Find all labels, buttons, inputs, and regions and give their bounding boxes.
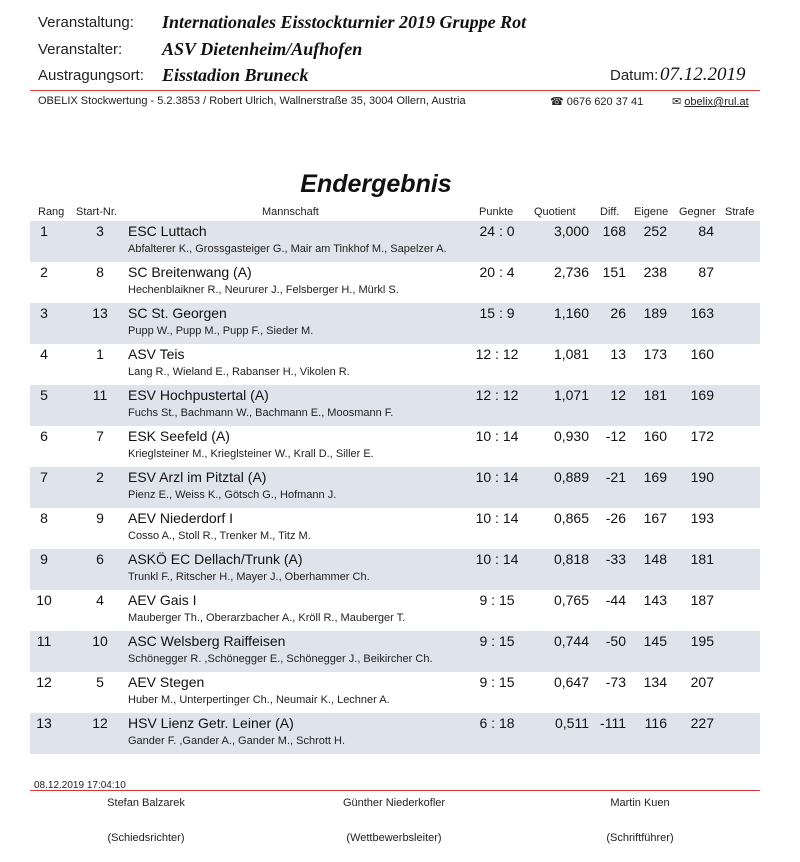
team-players: Pienz E., Weiss K., Götsch G., Hofmann J.: [128, 489, 337, 501]
own-score-cell: 181: [643, 387, 667, 403]
start-nr-cell: 2: [96, 469, 104, 485]
col-eigene: Eigene: [634, 206, 669, 218]
quotient-cell: 0,511: [555, 715, 589, 731]
team-players: Krieglsteiner M., Krieglsteiner W., Krall D., Siller E.: [128, 448, 374, 460]
diff-cell: 13: [610, 346, 626, 362]
col-strafe: Strafe: [725, 206, 755, 218]
team-name: ASV Teis: [128, 346, 185, 362]
team-name: AEV Niederdorf I: [128, 510, 234, 526]
own-score-cell: 143: [643, 592, 667, 608]
signature-name-2: Günther Niederkofler: [342, 797, 446, 809]
organizer-row: [0, 39, 800, 63]
rank-cell: 3: [40, 305, 48, 321]
opponent-score-cell: 190: [690, 469, 714, 485]
phone-icon: ☎: [550, 96, 564, 108]
points-cell: 10 : 14: [475, 510, 519, 526]
team-players: Pupp W., Pupp M., Pupp F., Sieder M.: [128, 325, 314, 337]
diff-cell: 12: [610, 387, 626, 403]
own-score-cell: 167: [643, 510, 667, 526]
quotient-cell: 1,071: [553, 387, 589, 403]
diff-cell: -44: [605, 592, 626, 608]
table-row: [30, 467, 760, 508]
diff-cell: -111: [600, 715, 626, 731]
table-row: [30, 303, 760, 344]
start-nr-cell: 13: [92, 305, 108, 321]
table-row: [30, 426, 760, 467]
opponent-score-cell: 172: [690, 428, 714, 444]
signature-role-2: (Wettbewerbsleiter): [346, 832, 442, 844]
own-score-cell: 134: [643, 674, 667, 690]
venue-row: [0, 65, 800, 89]
points-cell: 20 : 4: [479, 264, 515, 280]
page-title: Endergebnis: [300, 170, 452, 198]
rank-cell: 9: [40, 551, 48, 567]
phone-contact: [550, 95, 643, 108]
signature-name-3: Martin Kuen: [610, 797, 670, 809]
quotient-cell: 0,889: [553, 469, 589, 485]
quotient-cell: 0,647: [553, 674, 589, 690]
rank-cell: 2: [40, 264, 48, 280]
date-value: 07.12.2019: [660, 64, 746, 85]
col-diff: Diff.: [600, 206, 620, 218]
col-mannschaft: Mannschaft: [262, 206, 319, 218]
opponent-score-cell: 87: [698, 264, 714, 280]
own-score-cell: 145: [643, 633, 667, 649]
start-nr-cell: 6: [96, 551, 104, 567]
team-name: ESV Hochpustertal (A): [128, 387, 269, 403]
diff-cell: -73: [605, 674, 626, 690]
quotient-cell: 1,081: [553, 346, 589, 362]
opponent-score-cell: 227: [690, 715, 714, 731]
team-name: ASC Welsberg Raiffeisen: [128, 633, 286, 649]
diff-cell: -21: [605, 469, 626, 485]
opponent-score-cell: 169: [690, 387, 714, 403]
points-cell: 6 : 18: [479, 715, 515, 731]
own-score-cell: 169: [643, 469, 667, 485]
organizer-label: Veranstalter:: [38, 41, 123, 58]
table-row: [30, 631, 760, 672]
rank-cell: 8: [40, 510, 48, 526]
rank-cell: 13: [36, 715, 52, 731]
team-name: SC St. Georgen: [128, 305, 227, 321]
diff-cell: -33: [605, 551, 626, 567]
event-value: Internationales Eisstockturnier 2019 Gruppe Rot: [162, 12, 527, 32]
phone-number: 0676 620 37 41: [566, 96, 644, 108]
team-name: ESV Arzl im Pitztal (A): [128, 469, 267, 485]
start-nr-cell: 1: [96, 346, 104, 362]
opponent-score-cell: 193: [690, 510, 714, 526]
team-players: Trunkl F., Ritscher H., Mayer J., Oberhammer Ch.: [128, 571, 370, 583]
diff-cell: -12: [605, 428, 626, 444]
own-score-cell: 173: [643, 346, 667, 362]
points-cell: 24 : 0: [479, 223, 515, 239]
start-nr-cell: 3: [96, 223, 104, 239]
team-players: Schönegger R. ,Schönegger E., Schönegger J., Beikircher Ch.: [128, 653, 433, 665]
col-gegner: Gegner: [679, 206, 716, 218]
quotient-cell: 1,160: [553, 305, 589, 321]
points-cell: 12 : 12: [475, 387, 519, 403]
team-players: Cosso A., Stoll R., Trenker M., Titz M.: [128, 530, 311, 542]
opponent-score-cell: 187: [690, 592, 714, 608]
print-timestamp: 08.12.2019 17:04:10: [34, 780, 126, 791]
rank-cell: 7: [40, 469, 48, 485]
col-quotient: Quotient: [534, 206, 576, 218]
team-name: SC Breitenwang (A): [128, 264, 252, 280]
team-players: Fuchs St., Bachmann W., Bachmann E., Moosmann F.: [128, 407, 394, 419]
points-cell: 9 : 15: [479, 592, 515, 608]
quotient-cell: 2,736: [553, 264, 589, 280]
software-credit: OBELIX Stockwertung - 5.2.3853 / Robert Ulrich, Wallnerstraße 35, 3004 Ollern, Austria: [38, 95, 466, 107]
points-cell: 10 : 14: [475, 428, 519, 444]
start-nr-cell: 9: [96, 510, 104, 526]
opponent-score-cell: 207: [690, 674, 714, 690]
own-score-cell: 160: [643, 428, 667, 444]
team-name: ASKÖ EC Dellach/Trunk (A): [128, 551, 303, 567]
venue-value: Eisstadion Bruneck: [162, 65, 309, 85]
email-contact: [672, 95, 749, 108]
diff-cell: 151: [602, 264, 626, 280]
own-score-cell: 252: [643, 223, 667, 239]
points-cell: 9 : 15: [479, 674, 515, 690]
organizer-value: ASV Dietenheim/Aufhofen: [162, 39, 363, 59]
team-players: Hechenblaikner R., Neururer J., Felsberger H., Mürkl S.: [128, 284, 399, 296]
quotient-cell: 0,765: [553, 592, 589, 608]
start-nr-cell: 11: [92, 387, 108, 403]
rank-cell: 6: [40, 428, 48, 444]
opponent-score-cell: 195: [690, 633, 714, 649]
table-row: [30, 549, 760, 590]
venue-label: Austragungsort:: [38, 67, 144, 84]
own-score-cell: 148: [643, 551, 667, 567]
col-rang: Rang: [38, 206, 65, 218]
diff-cell: 168: [602, 223, 626, 239]
team-name: AEV Gais I: [128, 592, 197, 608]
email-link[interactable]: obelix@rul.at: [684, 96, 749, 108]
start-nr-cell: 12: [92, 715, 108, 731]
team-players: Mauberger Th., Oberarzbacher A., Kröll R., Mauberger T.: [128, 612, 406, 624]
signature-role-3: (Schriftführer): [606, 832, 674, 844]
start-nr-cell: 4: [96, 592, 104, 608]
table-row: [30, 385, 760, 426]
signature-name-1: Stefan Balzarek: [107, 797, 185, 809]
team-name: ESK Seefeld (A): [128, 428, 230, 444]
quotient-cell: 0,818: [553, 551, 589, 567]
points-cell: 10 : 14: [475, 551, 519, 567]
own-score-cell: 189: [643, 305, 667, 321]
start-nr-cell: 7: [96, 428, 104, 444]
table-row: [30, 344, 760, 385]
points-cell: 10 : 14: [475, 469, 519, 485]
quotient-cell: 0,744: [553, 633, 589, 649]
table-row: [30, 508, 760, 549]
team-players: Lang R., Wieland E., Rabanser H., Vikolen R.: [128, 366, 350, 378]
quotient-cell: 0,930: [553, 428, 589, 444]
header-divider: [30, 90, 760, 91]
start-nr-cell: 8: [96, 264, 104, 280]
start-nr-cell: 5: [96, 674, 104, 690]
own-score-cell: 116: [644, 715, 667, 731]
quotient-cell: 0,865: [553, 510, 589, 526]
diff-cell: -50: [605, 633, 626, 649]
team-name: AEV Stegen: [128, 674, 205, 690]
table-row: [30, 262, 760, 303]
team-players: Huber M., Unterpertinger Ch., Neumair K., Lechner A.: [128, 694, 390, 706]
points-cell: 9 : 15: [479, 633, 515, 649]
col-start-nr: Start-Nr.: [76, 206, 117, 218]
rank-cell: 1: [40, 223, 48, 239]
event-label: Veranstaltung:: [38, 14, 134, 31]
signature-role-1: (Schiedsrichter): [107, 832, 185, 844]
start-nr-cell: 10: [92, 633, 108, 649]
table-row: [30, 713, 760, 754]
own-score-cell: 238: [643, 264, 667, 280]
points-cell: 12 : 12: [475, 346, 519, 362]
footer-divider: [30, 790, 760, 791]
event-row: [0, 12, 800, 36]
diff-cell: -26: [605, 510, 626, 526]
points-cell: 15 : 9: [479, 305, 515, 321]
rank-cell: 12: [36, 674, 52, 690]
date-label: Datum:: [610, 67, 659, 84]
rank-cell: 4: [40, 346, 48, 362]
rank-cell: 11: [36, 633, 52, 649]
quotient-cell: 3,000: [553, 223, 589, 239]
rank-cell: 10: [36, 592, 52, 608]
team-players: Gander F. ,Gander A., Gander M., Schrott H.: [128, 735, 346, 747]
opponent-score-cell: 163: [690, 305, 714, 321]
table-row: [30, 672, 760, 713]
opponent-score-cell: 181: [690, 551, 714, 567]
diff-cell: 26: [610, 305, 626, 321]
opponent-score-cell: 84: [698, 223, 714, 239]
team-name: HSV Lienz Getr. Leiner (A): [128, 715, 294, 731]
table-row: [30, 221, 760, 262]
team-players: Abfalterer K., Grossgasteiger G., Mair am Tinkhof M., Sapelzer A.: [128, 243, 447, 255]
team-name: ESC Luttach: [128, 223, 207, 239]
col-punkte: Punkte: [479, 206, 514, 218]
opponent-score-cell: 160: [690, 346, 714, 362]
rank-cell: 5: [40, 387, 48, 403]
table-row: [30, 590, 760, 631]
mail-icon: ✉: [672, 96, 682, 108]
